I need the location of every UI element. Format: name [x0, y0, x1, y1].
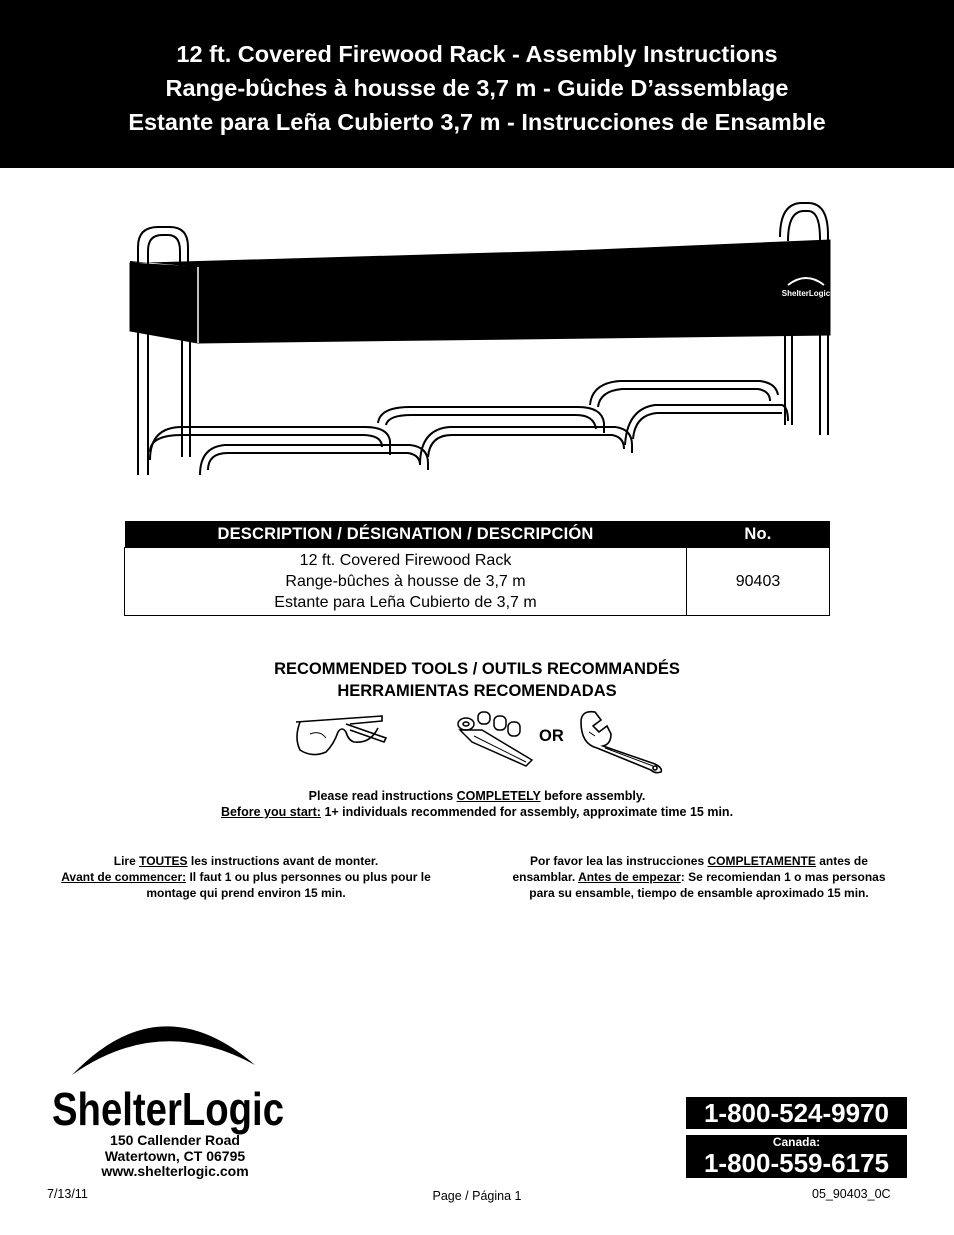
address-line1: 150 Callender Road — [110, 1132, 240, 1148]
phone-canada: 1-800-559-6175 — [703, 1148, 890, 1178]
title-banner — [0, 0, 954, 168]
table-row — [125, 548, 830, 616]
address-line2: Watertown, CT 06795 — [104, 1147, 246, 1164]
read-instructions-en: Please read instructions COMPLETELY before assembly. Before you start: 1+ individuals recommended for assembly, approximate time 15 min. — [220, 789, 734, 819]
parts-header-description: DESCRIPTION / DÉSIGNATION / DESCRIPCIÓN — [125, 521, 687, 548]
read-instructions-fr: Lire TOUTES les instructions avant de monter. Avant de commencer: Il faut 1 ou plus personnes ou plus pour le montage qui prend environ 15 min. — [61, 854, 431, 900]
phone-canada-label: Canada: — [772, 1135, 821, 1149]
company-address — [60, 1133, 290, 1180]
shelterlogic-logo — [50, 1003, 290, 1133]
part-description — [125, 548, 687, 616]
tools-heading — [0, 658, 954, 702]
title-spanish: Estante para Leña Cubierto 3,7 m - Instrucciones de Ensamble — [128, 109, 826, 135]
socket-ratchet-icon — [452, 708, 542, 768]
part-description-fr: Range-bûches à housse de 3,7 m — [285, 573, 526, 590]
website-link[interactable]: www.shelterlogic.com — [101, 1163, 249, 1179]
or-label: OR — [539, 727, 564, 745]
part-description-es: Estante para Leña Cubierto de 3,7 m — [274, 594, 537, 611]
parts-table — [124, 521, 830, 616]
logo-wordmark: ShelterLogic — [52, 1083, 284, 1135]
read-instructions-es: Por favor lea las instrucciones COMPLETAMENTE antes de ensamblar. Antes de empezar: Se recomiendan 1 o mas personas para su ensamble, tiempo de ensamble aproximado 15 min. — [512, 854, 886, 900]
safety-glasses-icon — [290, 712, 390, 762]
part-number: 90403 — [687, 548, 830, 616]
footer-date: 7/13/11 — [47, 1187, 88, 1201]
footer-page-number: Page / Página 1 — [432, 1189, 522, 1203]
footer-document-code: 05_90403_0C — [812, 1187, 891, 1201]
part-description-en: 12 ft. Covered Firewood Rack — [299, 552, 512, 569]
title-english: 12 ft. Covered Firewood Rack - Assembly Instructions — [176, 41, 778, 67]
phone-us: 1-800-524-9970 — [686, 1097, 907, 1129]
parts-header-number: No. — [687, 521, 830, 548]
tools-title-line2: HERRAMIENTAS RECOMENDADAS — [337, 682, 617, 700]
adjustable-wrench-icon — [575, 708, 670, 773]
tools-title-line1: RECOMMENDED TOOLS / OUTILS RECOMMANDÉS — [274, 660, 680, 678]
title-french: Range-bûches à housse de 3,7 m - Guide D’assemblage — [165, 75, 789, 101]
phone-canada-box — [686, 1135, 907, 1178]
cover-brand-text: ShelterLogic — [781, 289, 831, 298]
firewood-rack-illustration — [120, 195, 840, 485]
